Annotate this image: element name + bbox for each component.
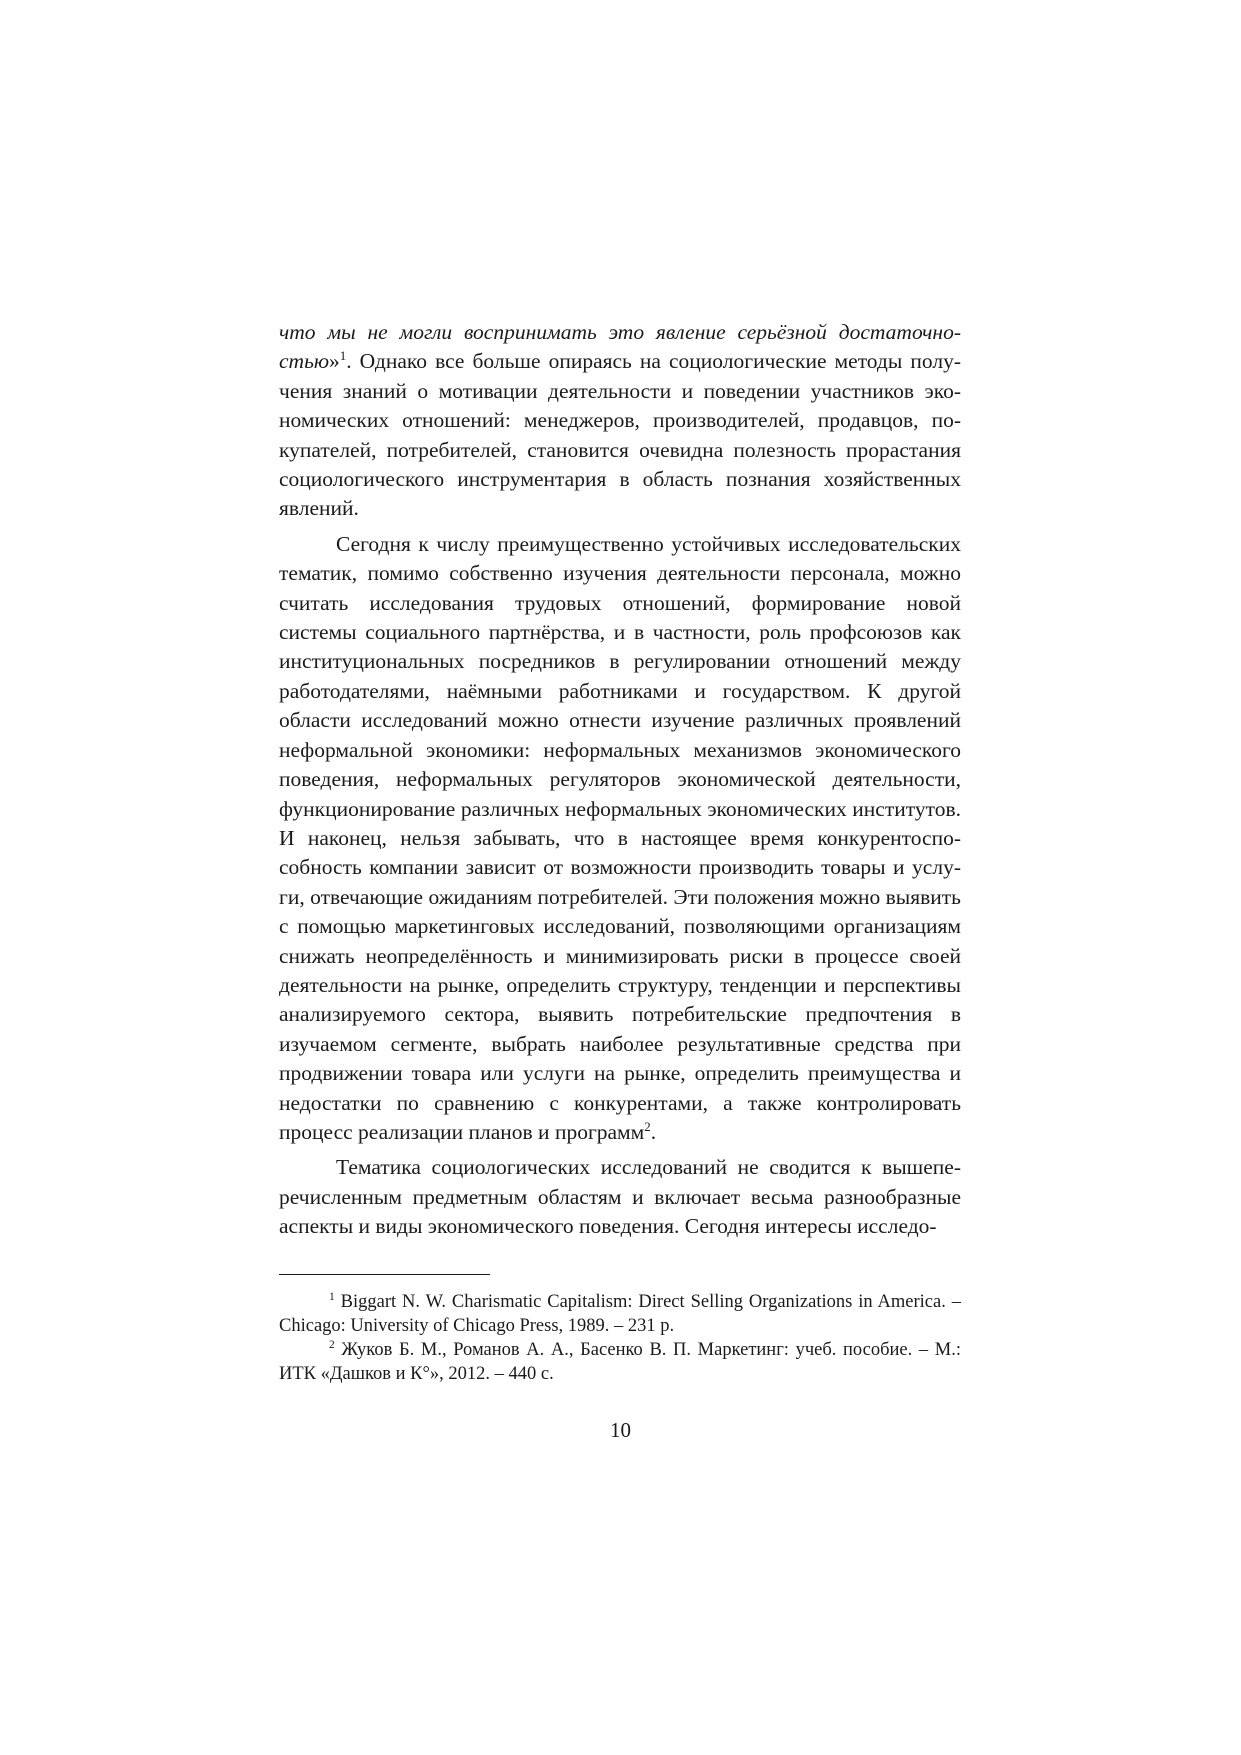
footnote-1: [279, 1290, 961, 1338]
footnote-marker-1: 1: [329, 1290, 335, 1303]
footnote-separator: [279, 1274, 490, 1275]
paragraph-3: [279, 1153, 961, 1241]
paragraph-2: [279, 530, 961, 1148]
footnote-ref-2: 2: [644, 1118, 651, 1134]
quote-close-mark: »: [329, 349, 340, 374]
footnote-2-text: Жуков Б. М., Романов А. А., Басенко В. П. Маркетинг: учеб. пособие. – М.: ИТК «Дашков и К°», 2012. – 440 с.: [279, 1340, 961, 1384]
footnote-2: [279, 1338, 961, 1386]
paragraph-3-text: Тематика социологических исследований не сводится к вышеперечисленным предметным областям и включает весьма разнообразные аспекты и виды экономического поведения. Сегодня интересы исследо-: [279, 1155, 961, 1239]
footnotes: [279, 1290, 961, 1386]
paragraph-1-text: . Однако все больше опираясь на социологические методы получения знаний о мотивации деятельности и поведении участников экономических отношений: менеджеров, производителей, продавцов, покупателей, потребителей, становится очевидна полезность прорастания социологического инструментария в область познания хозяйственных явлений.: [279, 349, 961, 521]
main-text: [279, 318, 961, 1242]
footnote-1-text: Biggart N. W. Charismatic Capitalism: Direct Selling Organizations in America. – Chicago: University of Chicago Press, 1989. – 231 p.: [279, 1292, 961, 1336]
page-number: 10: [610, 1418, 631, 1442]
italic-quote: что мы не могли воспринимать это явление серьёзной достаточностью: [279, 320, 961, 374]
paragraph-1: [279, 318, 961, 524]
paragraph-2-tail: .: [650, 1119, 657, 1144]
footnote-ref-1: 1: [339, 348, 347, 364]
paragraph-2-text: Сегодня к числу преимущественно устойчивых исследовательских тематик, помимо собственно изучения деятельности персонала, можно считать исследования трудовых отношений, формирование новой системы социального партнёрства, и в частности, роль профсоюзов как институциональных посредников в регулировании отношений между работодателями, наёмными работниками и государством. К другой области исследований можно отнести изучение различных проявлений неформальной экономики: неформальных механизмов экономического поведения, неформальных регуляторов экономической деятельности, функционирование различных неформальных экономических институтов. И наконец, нельзя забывать, что в настоящее время конкурентоспособность компании зависит от возможности производить товары и услуги, отвечающие ожиданиям потребителей. Эти положения можно выявить с помощью маркетинговых исследований, позволяющими организациям снижать неопределённость и минимизировать риски в процессе своей деятельности на рынке, определить структуру, тенденции и перспективы анализируемого сектора, выявить потребительские предпочтения в изучаемом сегменте, выбрать наиболее результативные средства при продвижении товара или услуги на рынке, определить преимущества и недостатки по сравнению с конкурентами, а также контролировать процесс реализации планов и программ: [279, 531, 961, 1144]
footnote-marker-2: 2: [329, 1338, 335, 1351]
